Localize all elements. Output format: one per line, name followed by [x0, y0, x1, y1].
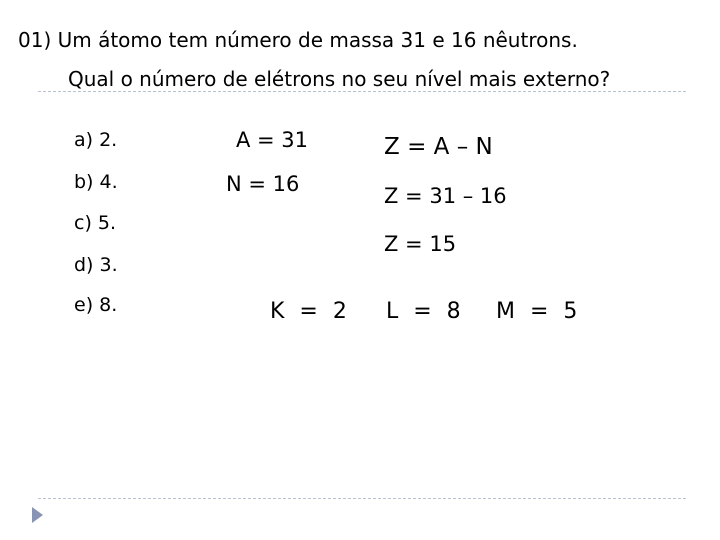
- option-e: e) 8.: [74, 294, 118, 316]
- formula-line: Z = A – N: [384, 134, 493, 160]
- shell-l: L = 8: [386, 299, 465, 324]
- option-a: a) 2.: [74, 129, 118, 151]
- given-neutrons: N = 16: [226, 172, 300, 196]
- option-d: d) 3.: [74, 254, 118, 276]
- bottom-divider: [38, 498, 686, 499]
- result-line: Z = 15: [384, 232, 457, 256]
- substitution-line: Z = 31 – 16: [384, 184, 507, 208]
- shell-m: M = 5: [496, 299, 582, 324]
- question-line-2: Qual o número de elétrons no seu nível mais externo?: [68, 67, 611, 91]
- question-line-1: 01) Um átomo tem número de massa 31 e 16 nêutrons.: [18, 28, 578, 52]
- shell-k: K = 2: [270, 299, 351, 324]
- given-mass-number: A = 31: [236, 128, 309, 152]
- triangle-bullet-icon: [32, 507, 43, 523]
- top-divider: [38, 91, 686, 92]
- option-c: c) 5.: [74, 212, 117, 234]
- option-b: b) 4.: [74, 171, 118, 193]
